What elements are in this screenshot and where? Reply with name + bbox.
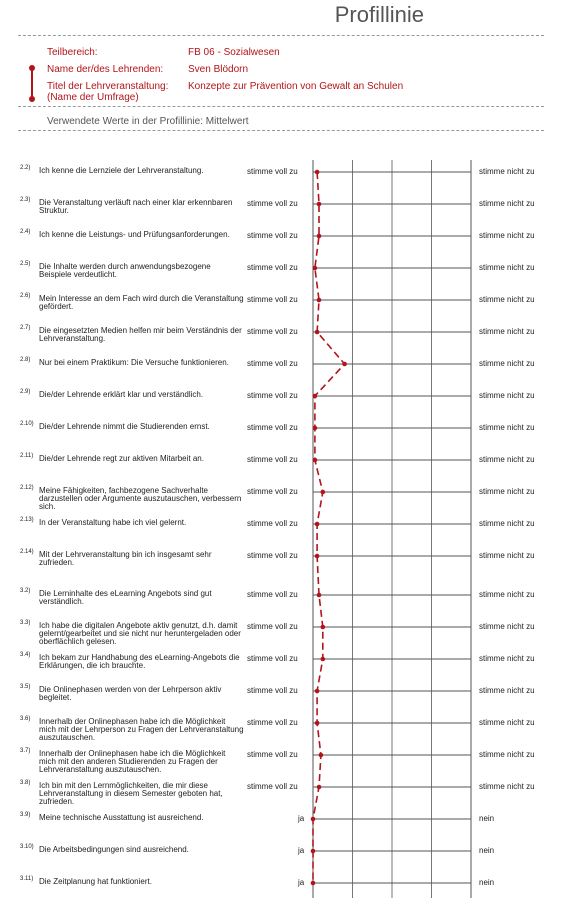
question-number: 2.14): [20, 549, 34, 555]
scale-left-label: stimme voll zu: [247, 718, 298, 727]
profile-point: [317, 785, 322, 790]
question-number: 3.10): [20, 844, 34, 850]
question-text: Die Arbeitsbedingungen sind ausreichend.: [39, 845, 189, 854]
question-number: 2.10): [20, 421, 34, 427]
scale-left-label: stimme voll zu: [247, 295, 298, 304]
profile-point: [315, 721, 320, 726]
area-label: Teilbereich:: [47, 47, 98, 58]
used-values-note: Verwendete Werte in der Profillinie: Mittelwert: [47, 116, 249, 127]
course-value: Konzepte zur Prävention von Gewalt an Schulen: [188, 81, 404, 92]
profile-point: [315, 170, 320, 175]
question-number: 2.4): [20, 229, 31, 235]
profile-point: [317, 234, 322, 239]
scale-right-label: stimme nicht zu: [479, 487, 535, 496]
scale-right-label: stimme nicht zu: [479, 718, 535, 727]
scale-right-label: stimme nicht zu: [479, 199, 535, 208]
scale-right-label: stimme nicht zu: [479, 167, 535, 176]
scale-left-label: ja: [298, 846, 305, 855]
profile-point: [320, 490, 325, 495]
scale-right-label: stimme nicht zu: [479, 359, 535, 368]
question-text: Die Lerninhalte des eLearning Angebots sind gut verständlich.: [39, 589, 212, 606]
scale-right-label: stimme nicht zu: [479, 782, 535, 791]
scale-right-label: stimme nicht zu: [479, 391, 535, 400]
question-number: 2.12): [20, 485, 34, 491]
scale-right-label: stimme nicht zu: [479, 551, 535, 560]
scale-left-label: stimme voll zu: [247, 263, 298, 272]
scale-right-label: stimme nicht zu: [479, 455, 535, 464]
profile-point: [317, 202, 322, 207]
scale-left-label: stimme voll zu: [247, 622, 298, 631]
profile-line: [313, 172, 345, 883]
scale-left-label: stimme voll zu: [247, 231, 298, 240]
profile-point: [319, 753, 324, 758]
scale-left-label: stimme voll zu: [247, 167, 298, 176]
scale-left-label: stimme voll zu: [247, 327, 298, 336]
question-text: Innerhalb der Onlinephasen habe ich die Möglichkeit mich mit den anderen Studierenden zu Fragen der Lehrveranstaltung auszutauschen.: [39, 749, 226, 774]
scale-right-label: stimme nicht zu: [479, 519, 535, 528]
course-label-2: (Name der Umfrage): [47, 92, 139, 103]
scale-right-label: stimme nicht zu: [479, 654, 535, 663]
scale-right-label: stimme nicht zu: [479, 686, 535, 695]
area-value: FB 06 - Sozialwesen: [188, 47, 280, 58]
scale-left-label: stimme voll zu: [247, 750, 298, 759]
scale-left-label: stimme voll zu: [247, 487, 298, 496]
profile-point: [315, 554, 320, 559]
scale-right-label: nein: [479, 846, 495, 855]
page-title: Profillinie: [334, 2, 424, 27]
scale-left-label: stimme voll zu: [247, 391, 298, 400]
question-text: Ich bin mit den Lernmöglichkeiten, die mir diese Lehrveranstaltung in diesem Semester geboten hat, zufrieden.: [39, 781, 223, 806]
profile-point: [315, 330, 320, 335]
question-text: Nur bei einem Praktikum: Die Versuche funktionieren.: [39, 358, 229, 367]
question-text: Ich bekam zur Handhabung des eLearning-Angebots die Erklärungen, die ich brauchte.: [39, 653, 240, 670]
scale-left-label: stimme voll zu: [247, 654, 298, 663]
question-number: 3.11): [20, 876, 34, 882]
question-text: Meine technische Ausstattung ist ausreichend.: [39, 813, 204, 822]
question-text: Die Inhalte werden durch anwendungsbezogene Beispiele verdeutlicht.: [39, 262, 211, 279]
question-number: 2.13): [20, 517, 34, 523]
scale-left-label: stimme voll zu: [247, 359, 298, 368]
profile-point: [315, 689, 320, 694]
profile-point: [315, 522, 320, 527]
question-text: Die/der Lehrende erklärt klar und verständlich.: [39, 390, 204, 399]
scale-left-label: stimme voll zu: [247, 519, 298, 528]
profile-point: [311, 881, 316, 886]
question-number: 3.4): [20, 652, 31, 658]
scale-right-label: nein: [479, 814, 495, 823]
scale-left-label: stimme voll zu: [247, 590, 298, 599]
course-label-1: Titel der Lehrveranstaltung:: [47, 81, 169, 92]
profile-point: [320, 625, 325, 630]
question-text: Die Zeitplanung hat funktioniert.: [39, 877, 152, 886]
question-text: In der Veranstaltung habe ich viel gelernt.: [39, 518, 187, 527]
question-text: Die eingesetzten Medien helfen mir beim Verständnis der Lehrveranstaltung.: [39, 326, 242, 343]
question-number: 3.2): [20, 588, 31, 594]
profile-point: [317, 593, 322, 598]
scale-right-label: stimme nicht zu: [479, 423, 535, 432]
question-number: 2.11): [20, 453, 34, 459]
scale-right-label: stimme nicht zu: [479, 622, 535, 631]
profile-point: [311, 849, 316, 854]
scale-right-label: stimme nicht zu: [479, 327, 535, 336]
question-text: Die Onlinephasen werden von der Lehrperson aktiv begleitet.: [39, 685, 222, 702]
scale-right-label: stimme nicht zu: [479, 231, 535, 240]
scale-left-label: stimme voll zu: [247, 782, 298, 791]
profile-point: [313, 426, 318, 431]
scale-left-label: stimme voll zu: [247, 199, 298, 208]
scale-right-label: stimme nicht zu: [479, 590, 535, 599]
scale-left-label: ja: [298, 814, 305, 823]
question-text: Mit der Lehrveranstaltung bin ich insgesamt sehr zufrieden.: [39, 550, 212, 567]
question-number: 2.3): [20, 197, 31, 203]
scale-left-label: stimme voll zu: [247, 455, 298, 464]
scale-right-label: stimme nicht zu: [479, 750, 535, 759]
question-number: 3.6): [20, 716, 31, 722]
lecturer-label: Name der/des Lehrenden:: [47, 64, 164, 75]
scale-right-label: nein: [479, 878, 495, 887]
question-number: 3.8): [20, 780, 31, 786]
profile-point: [317, 298, 322, 303]
scale-right-label: stimme nicht zu: [479, 295, 535, 304]
question-text: Die/der Lehrende nimmt die Studierenden ernst.: [39, 422, 210, 431]
scale-left-label: ja: [298, 878, 305, 887]
profile-point: [313, 266, 318, 271]
profile-point: [311, 817, 316, 822]
question-number: 2.9): [20, 389, 31, 395]
question-text: Die Veranstaltung verläuft nach einer klar erkennbaren Struktur.: [39, 198, 233, 215]
question-number: 2.8): [20, 357, 31, 363]
question-number: 3.5): [20, 684, 31, 690]
question-text: Die/der Lehrende regt zur aktiven Mitarbeit an.: [39, 454, 204, 463]
question-text: Ich kenne die Leistungs- und Prüfungsanforderungen.: [39, 230, 230, 239]
question-number: 2.2): [20, 165, 31, 171]
lecturer-value: Sven Blödorn: [188, 64, 249, 75]
scale-right-label: stimme nicht zu: [479, 263, 535, 272]
scale-left-label: stimme voll zu: [247, 686, 298, 695]
question-number: 2.6): [20, 293, 31, 299]
question-text: Innerhalb der Onlinephasen habe ich die Möglichkeit mich mit der Lehrperson zu Fragen der Lehrveranstaltung auszutauschen.: [39, 717, 244, 742]
question-text: Ich kenne die Lernziele der Lehrveranstaltung.: [39, 166, 204, 175]
profile-point: [313, 458, 318, 463]
question-text: Ich habe die digitalen Angebote aktiv genutzt, d.h. damit gelernt/gearbeitet und sie nicht nur heruntergeladen oder oberflächlich gelesen.: [39, 621, 241, 646]
question-number: 3.3): [20, 620, 31, 626]
scale-left-label: stimme voll zu: [247, 551, 298, 560]
question-text: Meine Fähigkeiten, fachbezogene Sachverhalte darzustellen oder Argumente auszutauschen, verbessern sich.: [39, 486, 242, 511]
profile-point: [320, 657, 325, 662]
profile-point: [313, 394, 318, 399]
question-number: 2.5): [20, 261, 31, 267]
question-text: Mein Interesse an dem Fach wird durch die Veranstaltung gefördert.: [39, 294, 244, 311]
profile-point: [342, 362, 347, 367]
scale-left-label: stimme voll zu: [247, 423, 298, 432]
question-number: 3.9): [20, 812, 31, 818]
question-number: 3.7): [20, 748, 31, 754]
question-number: 2.7): [20, 325, 31, 331]
